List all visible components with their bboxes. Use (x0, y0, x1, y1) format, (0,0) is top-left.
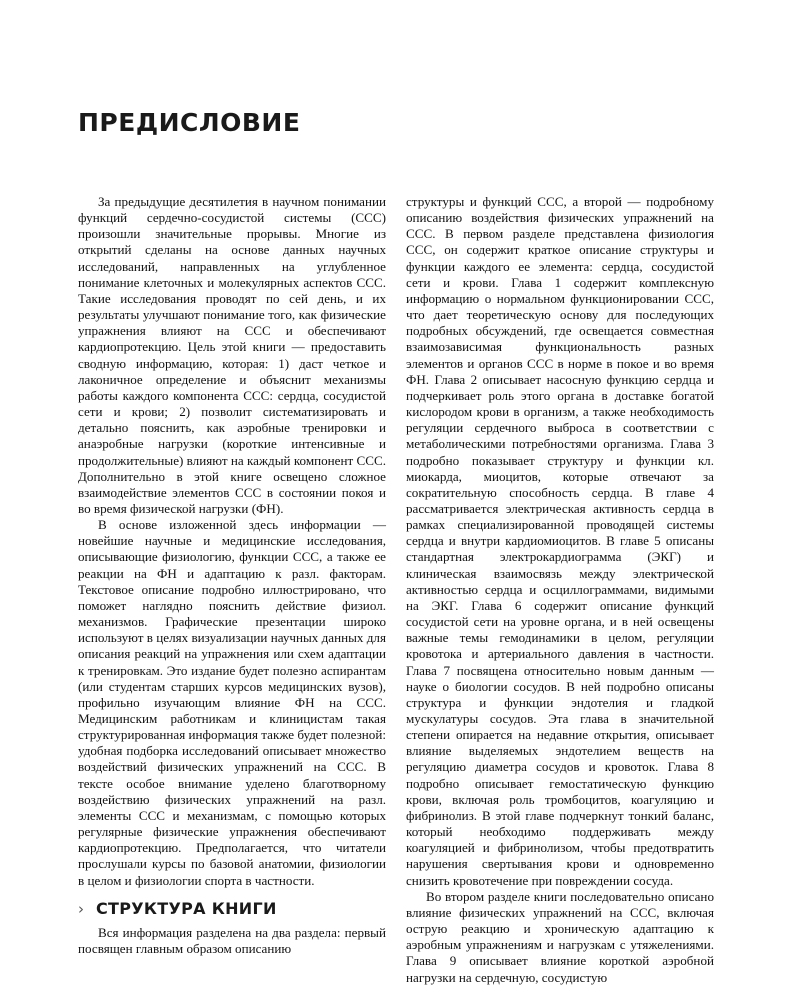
text-column-right (406, 194, 714, 986)
text-column-left (78, 194, 386, 957)
section-heading-block (78, 898, 386, 918)
section-heading: СТРУКТУРА КНИГИ (96, 898, 277, 918)
paragraph: Вся информация разделена на два раздела: первый посвящен главным образом описанию (78, 924, 386, 957)
paragraph-continued: структуры и функций ССС, а второй — подробному описанию воздействия физических упражнений на ССС. В первом разделе представлена физиология ССС, он содержит краткое описание структуры и функции каждого ее элемента: сердца, сосудистой сети и крови. Глава 1 содержит комплексную информацию о нормальном функционировании ССС, что дает теоретическую основу для последующих подробных обсуждений, где освещается совместная взаимозависимая функциональность разных элементов и органов ССС в норме в покое и во время ФН. Глава 2 описывает насосную функцию сердца и подчеркивает роль этого органа в доставке богатой кислородом крови в организм, а также необходимость регуляции сердечного выброса в соответствии с метаболическими потребностями организма. Глава 3 подробно показывает структуру и функции кл. миокарда, миоцитов, которые отвечают за сократительную способность сердца. В главе 4 рассматривается электрическая активность сердца в рамках специализированной проводящей системы сердца и внутри кардиомиоцитов. В главе 5 описаны стандартная электрокардиограмма (ЭКГ) и клиническая взаимосвязь между электрической активностью сердца и осциллограммами, видимыми на ЭКГ. Глава 6 содержит описание функций сосудистой сети на уровне органа, и в ней освещены важные темы гемодинамики в целом, регуляции кровотока и артериального давления в частности. Глава 7 посвящена относительно новым данным — науке о биологии сосудов. В ней подробно описаны структура и функции эндотелия и гладкой мускулатуры сосудов. Эта глава в значительной степени опирается на недавние открытия, описывает влияние выделяемых эндотелием веществ на регуляцию диаметра сосудов и кровоток. Глава 8 подробно описывает гемостатическую функцию крови, включая роль тромбоцитов, коагуляцию и фибринолиз. В этой главе подчеркнут тонкий баланс, который необходимо поддерживать между коагуляцией и фибринолизом, чтобы предотвратить нарушения свертывания крови и одновременно снизить кровотечение при повреждении сосуда. (406, 194, 714, 888)
chevron-right-icon: › (78, 899, 84, 918)
paragraph: В основе изложенной здесь информации — новейшие научные и медицинские исследования, описывающие физиологию, функции ССС, а также ее реакции на ФН и адаптацию к разл. факторам. Текстовое описание подробно иллюстрировано, что поможет наглядно пояснить действие физиол. механизмов. Графические презентации широко используют в целях визуализации научных данных для описания реакций на упражнения или схем адаптации к тренировкам. Это издание будет полезно аспирантам (или студентам старших курсов медицинских вузов), профильно изучающим влияние ФН на ССС. Медицинским работникам и клиницистам такая структурированная информация также будет полезной: удобная подборка исследований описывает множество воздействий физических упражнений на ССС. В тексте особое внимание уделено благотворному воздействию физических упражнений на разл. элементы ССС и механизмам, с помощью которых регулярные физические упражнения обеспечивают кардиопротекцию. Предполагается, что читатели прослушали курсы по базовой анатомии, физиологии в целом и физиологии спорта в частности. (78, 517, 386, 888)
paragraph: За предыдущие десятилетия в научном понимании функций сердечно-сосудистой системы (ССС) произошли значительные прорывы. Многие из открытий сделаны на основе данных научных исследований, направленных на углубленное понимание клеточных и молекулярных аспектов ССС. Такие исследования проводят по сей день, и их результаты улучшают понимание того, как физические упражнения влияют на ССС и обеспечивают кардиопротекцию. Цель этой книги — предоставить сводную информацию, которая: 1) даст четкое и лаконичное определение и объяснит механизмы работы каждого компонента ССС: сердца, сосудистой сети и крови; 2) позволит систематизировать и детально пояснить, как аэробные тренировки и анаэробные нагрузки (короткие интенсивные и продолжительные) влияют на каждый компонент ССС. Дополнительно в этой книге освещено сложное взаимодействие элементов ССС в состоянии покоя и во время физической нагрузки (ФН). (78, 194, 386, 516)
page-title: ПРЕДИСЛОВИЕ (78, 108, 301, 137)
paragraph: Во втором разделе книги последовательно описано влияние физических упражнений на ССС, включая острую реакцию и хроническую адаптацию к аэробным упражнениям и нагрузкам с утяжелениями. Глава 9 описывает влияние короткой аэробной нагрузки на сердечную, сосудистую (406, 888, 714, 985)
